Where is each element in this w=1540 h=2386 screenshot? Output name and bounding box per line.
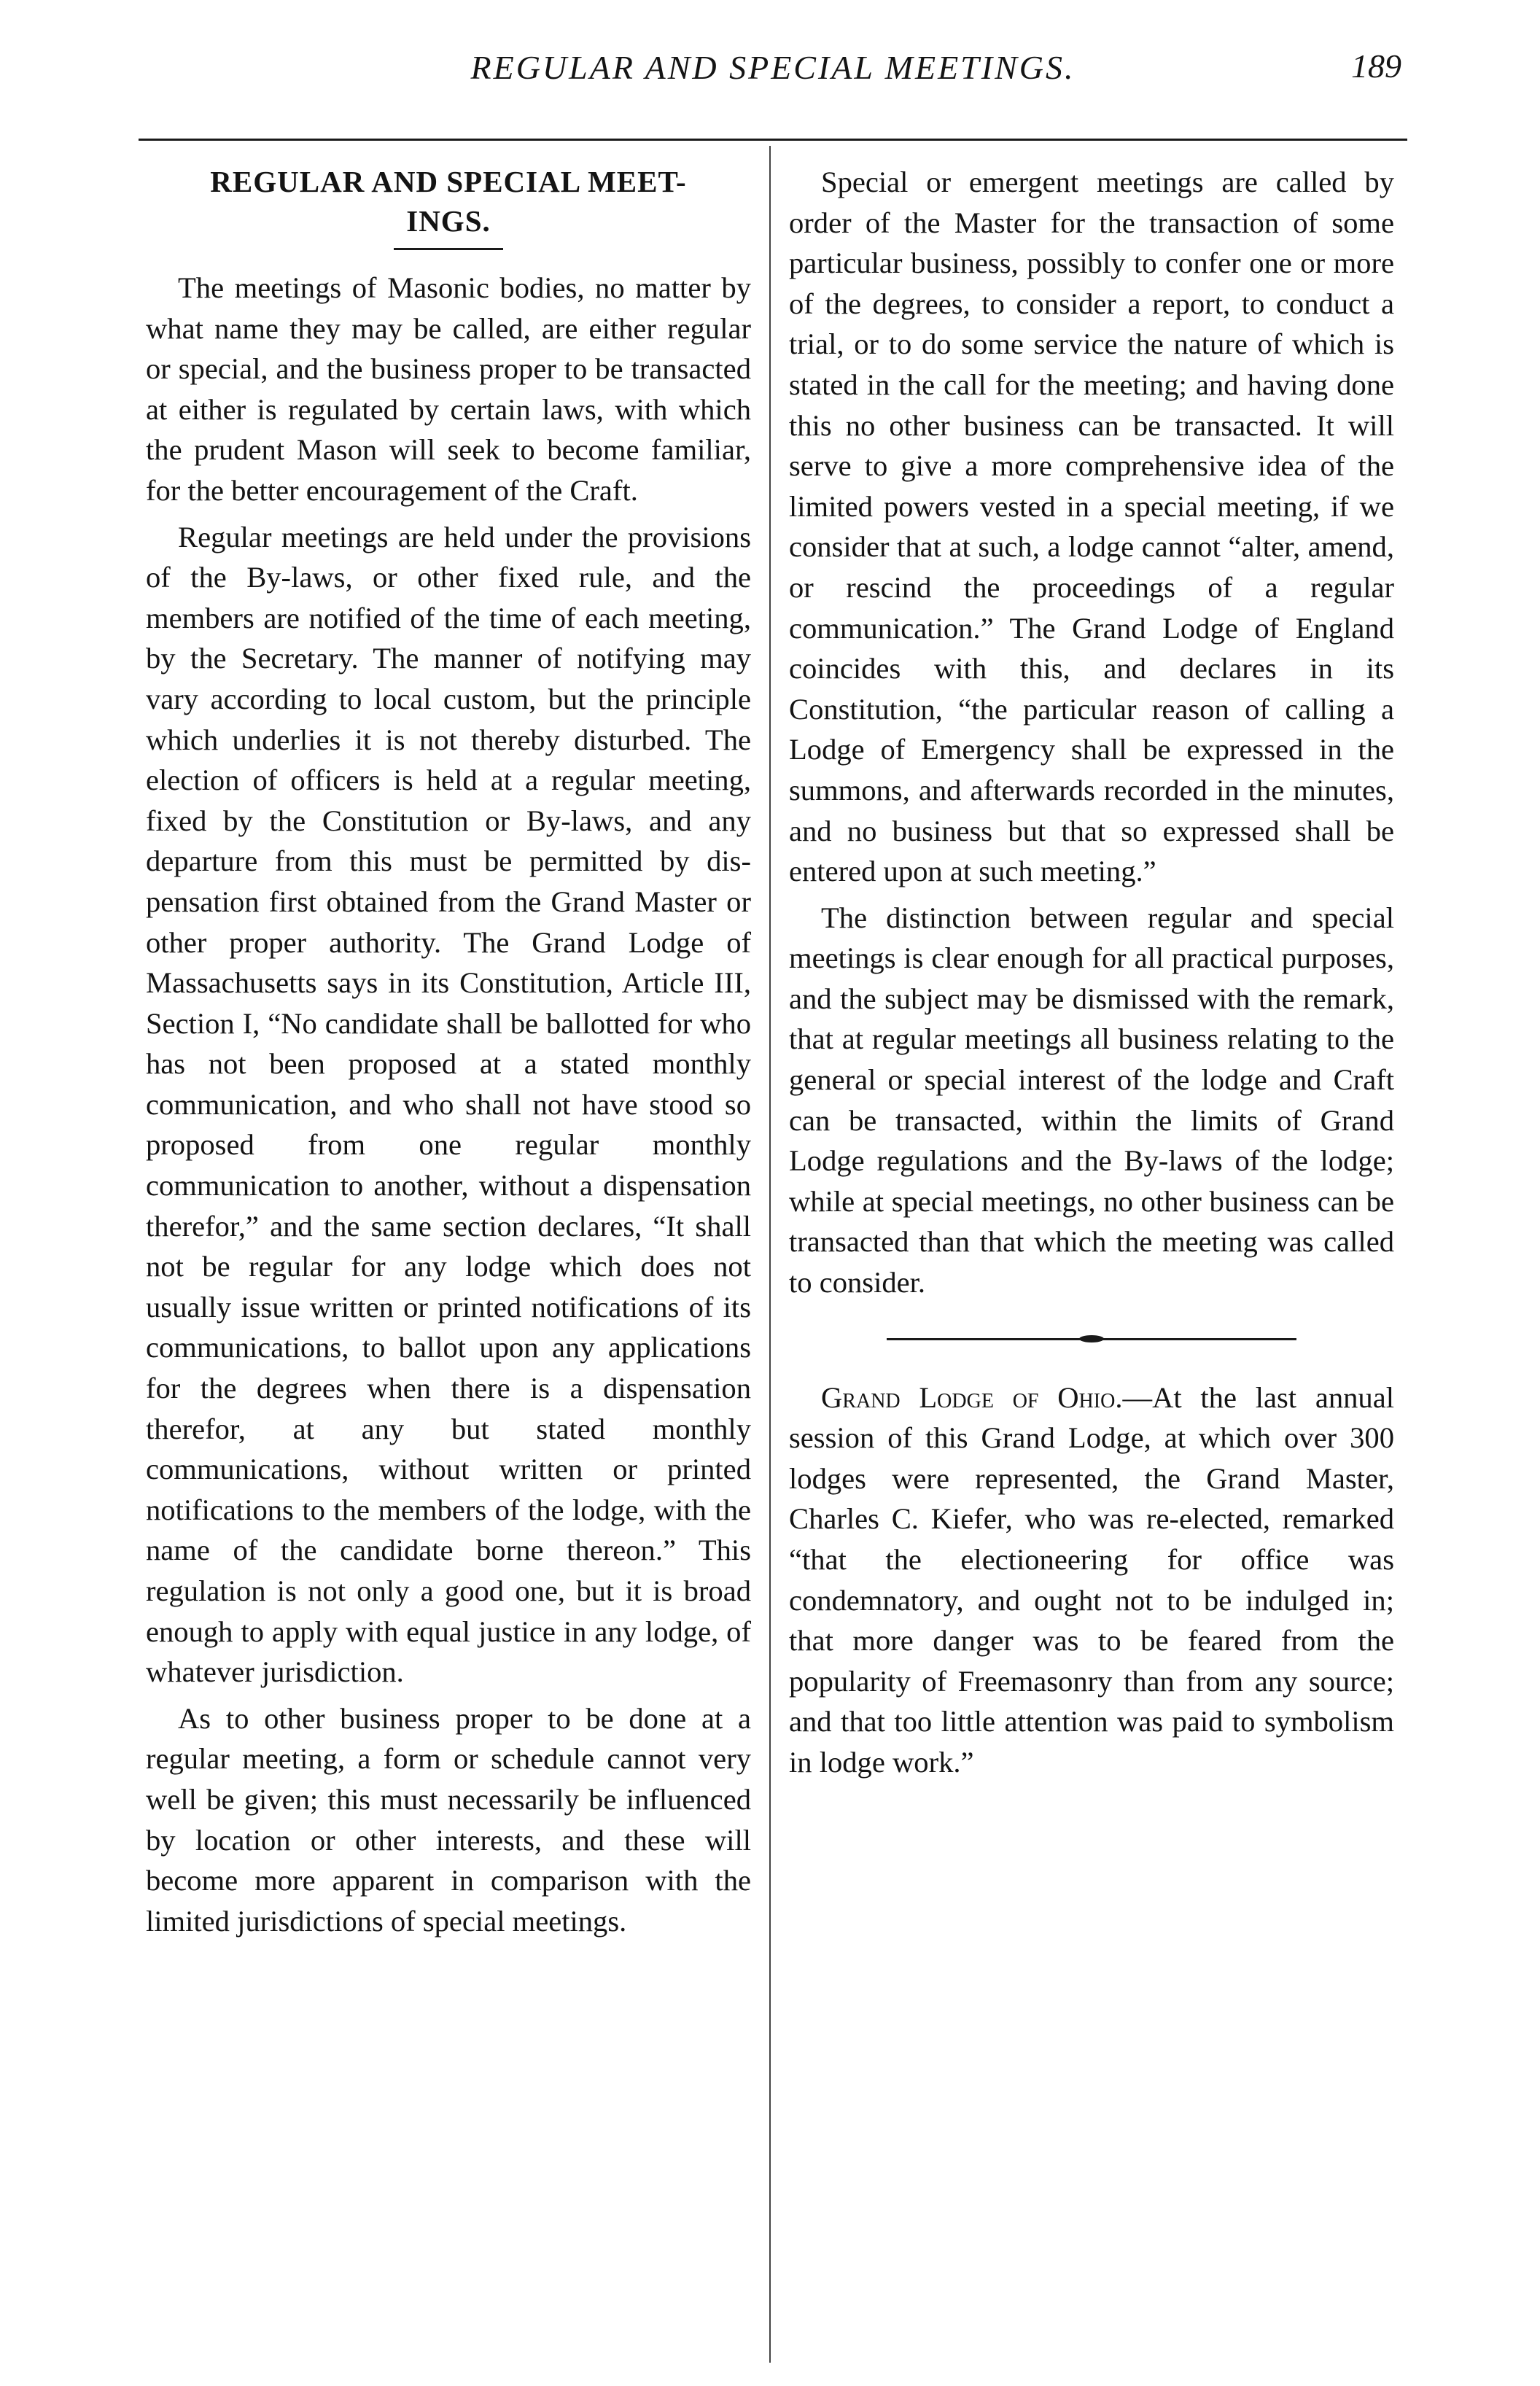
right-column — [789, 162, 1394, 1789]
paragraph-regular-meetings: Regular meetings are held under the provisions of the By-laws, or other fixed rule, and the members are notified of the time of each meeting, by the Secretary. The manner of notifying may vary according to local custom, but the principle which underlies it is not thereby disturbed. The election of officers is held at a regular meeting, fixed by the Constitution or By-laws, and any departure from this must be permitted by dispensation first obtained from the Grand Master or other proper authority. The Grand Lodge of Massachusetts says in its Constitution, Article III, Section I, “No candidate shall be ballotted for who has not been proposed at a stated monthly communication, and who shall not have stood so proposed from one regular monthly communication to another, without a dispensation therefor,” and the same section declares, “It shall not be regular for any lodge which does not usually issue written or printed notifications of its communications, to ballot upon any applications for the degrees when there is a dispensation therefor, at any but stated monthly communications, without written or printed notifications to the members of the lodge, with the name of the candidate borne thereon.” This regulation is not only a good one, but it is broad enough to apply with equal justice in any lodge, of whatever jurisdiction. — [146, 520, 751, 1689]
page-number: 189 — [1351, 47, 1401, 85]
paragraph-other-business: As to other business proper to be done at a regular meeting, a form or schedule cannot very well be given; this must necessarily be influenced by location or other interests, and these will become more apparent in comparison with the limited jurisdictions of special meetings. — [146, 1701, 751, 1938]
paragraph-special-meetings: Special or emergent meetings are called by order of the Master for the transaction of some particular business, possibly to confer one or more of the degrees, to consider a report, to conduct a trial, or to do some service the nature of which is stated in the call for the meeting; and having done this no other business can be transacted. It will serve to give a more comprehensive idea of the limited powers vested in a special meeting, if we consider that at such, a lodge cannot “alter, amend, or rescind the proceedings of a regular communication.” The Grand Lodge of England coincides with this, and declares in its Constitution, “the particular reason of calling a Lodge of Emergency shall be expressed in the summons, and afterwards recorded in the minutes, and no business but that so expressed shall be entered upon at such meeting.” — [789, 166, 1394, 888]
paragraph-intro: The meetings of Masonic bodies, no matter by what name they may be called, are either regular or special, and the business proper to be transacted at either is regulated by certain laws, with which the prudent Mason will seek to become familiar, for the better encouragement of the Craft. — [146, 271, 751, 507]
left-column — [146, 162, 751, 1947]
running-title: REGULAR AND SPECIAL MEETINGS. — [470, 49, 1076, 86]
article-title-line1: REGULAR AND SPECIAL MEET- — [210, 165, 687, 198]
header-rule — [139, 139, 1407, 141]
article-title-line2: INGS. — [406, 204, 491, 238]
section-ornament — [789, 1316, 1394, 1334]
grand-lodge-ohio-text: —At the last annual session of this Grand Lodge, at which over 300 lodges were represented, the Grand Master, Charles C. Kiefer, who was re-elected, remarked “that the electioneering for office was condemnatory, and ought not to be indulged in; that more danger was to be feared from the popularity of Freemasonry than from any source; and that too little attention was paid to symbolism in lodge work.” — [789, 1380, 1394, 1779]
title-rule — [394, 248, 503, 250]
grand-lodge-ohio-lead: Grand Lodge of Ohio. — [821, 1380, 1123, 1414]
running-head — [131, 32, 1415, 98]
paragraph-grand-lodge-ohio — [789, 1377, 1394, 1783]
article-title — [146, 162, 751, 241]
paragraph-distinction: The distinction between regular and special meetings is clear enough for all practical purposes, and the subject may be dismissed with the remark, that at regular meetings all business relating to the general or special interest of the lodge and Craft can be transacted, within the limits of Grand Lodge regulations and the By-laws of the lodge; while at special meetings, no other business can be transacted than that which the meeting was called to consider. — [789, 901, 1394, 1299]
column-divider — [769, 146, 771, 2363]
